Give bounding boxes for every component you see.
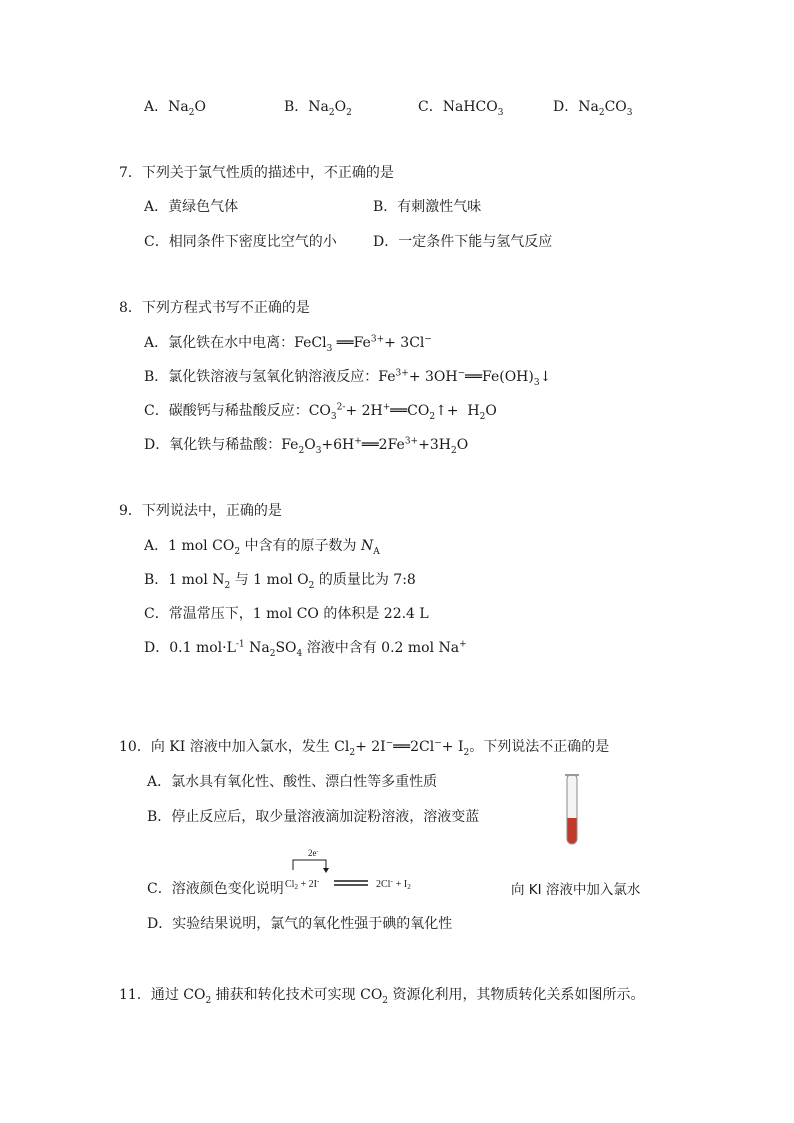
q6-option-c: C．NaHCO$_3$ (418, 99, 504, 118)
q7-option-c: C．相同条件下密度比空气的小 (144, 234, 337, 250)
test-tube-figure (564, 774, 580, 848)
q7-option-d: D．一定条件下能与氢气反应 (373, 234, 553, 250)
q6-option-b: B．$Na_2O_2$ (284, 99, 352, 118)
electron-transfer-diagram (284, 842, 444, 894)
q6-option-a: A．$Na_2O$ (144, 99, 206, 118)
figure-caption: 向 KI 溶液中加入氯水 (511, 882, 641, 898)
q10-option-b: B．停止反应后，取少量溶液滴加淀粉溶液，溶液变蓝 (147, 809, 480, 825)
q8-option-b: B．氯化铁溶液与氢氧化钠溶液反应：$Fe^{3+}+$ $3OH^-══Fe(OH)_3↓$ (144, 368, 552, 388)
electron-arrow-line (293, 860, 326, 872)
q9-stem: 9．下列说法中，正确的是 (119, 503, 282, 519)
q10-option-d: D．实验结果说明，氯气的氧化性强于碘的氧化性 (147, 916, 453, 932)
q7-stem: 7．下列关于氯气性质的描述中，不正确的是 (119, 165, 394, 181)
reactants: $Cl_2 + 2I^-$ (285, 877, 320, 891)
q9-option-d: D．0.1 $mol\cdot L^{-1}$ $Na_2SO_4$ 溶液中含有 0.2 mol Na+ (144, 639, 467, 659)
q8-option-c: C．碳酸钙与稀盐酸反应：$CO_3^{2-}+$ $2H^+══CO_2↑+ H_2O$ (144, 402, 497, 422)
q8-stem: 8．下列方程式书写不正确的是 (119, 300, 310, 316)
q9-option-a: A．1 mol $CO_2$ 中含有的原子数为 $N_A$ (144, 538, 380, 557)
electron-label: 2e- (308, 848, 319, 858)
q10-stem: 10．向 KI 溶液中加入氯水，发生 $Cl_2+$ 2I−══2Cl−+ $I_2$。下列说法不正确的是 (119, 738, 610, 758)
q9-option-c: C．常温常压下，1 mol CO 的体积是 22.4 L (144, 606, 429, 622)
q7-option-a: A．黄绿色气体 (144, 199, 239, 215)
q7-option-b: B．有刺激性气味 (373, 199, 482, 215)
electron-arrowhead (323, 868, 329, 873)
q8-option-d: D．氧化铁与稀盐酸：$Fe_2O_3+6H^+══2Fe^{3+}+3H_2O$ (144, 436, 469, 456)
products: $2Cl^- + I_2$ (376, 877, 411, 891)
q6-option-d: D．$Na_2CO_3$ (553, 99, 633, 118)
test-tube-rim (565, 774, 579, 776)
q10-option-c: C．溶液颜色变化说明 (147, 881, 284, 897)
q8-option-a: A．氯化铁在水中电离：FeCl$_3$ $══Fe^{3+}+ 3Cl^-$ (144, 334, 432, 354)
q10-option-a: A．氯水具有氧化性、酸性、漂白性等多重性质 (147, 774, 438, 790)
test-tube-liquid (568, 818, 577, 844)
q9-option-b: B．1 mol $N_2$ 与 1 mol $O_2$ 的质量比为 7:8 (144, 572, 416, 591)
q11-stem: 11．通过 $CO_2$ 捕获和转化技术可实现 $CO_2$ 资源化利用，其物质转化关系如图所示。 (119, 987, 645, 1006)
